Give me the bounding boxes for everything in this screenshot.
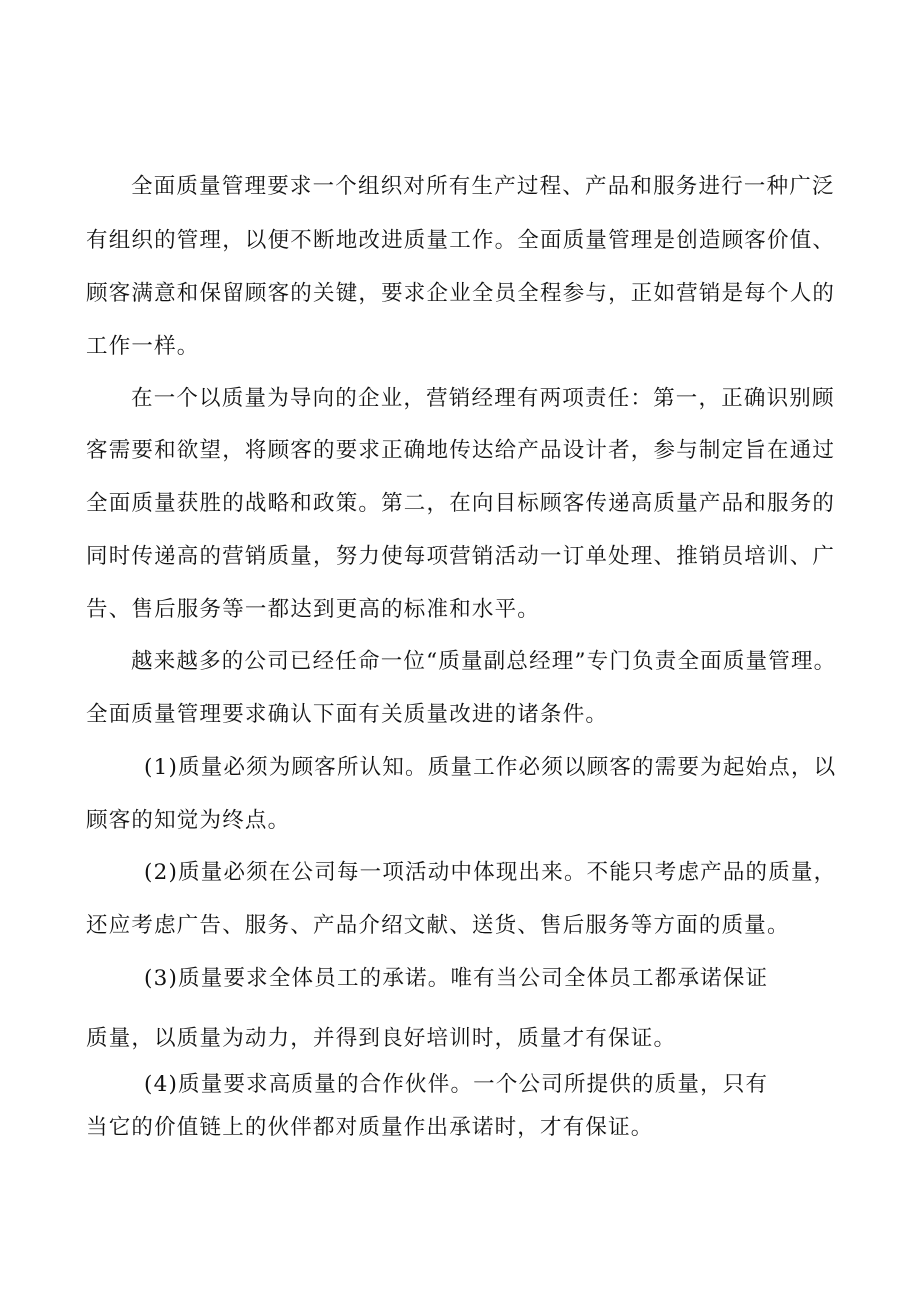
paragraph-3-line-2: 全面质量管理要求确认下面有关质量改进的诸条件。 [86, 702, 609, 727]
paragraph-2-line-3: 全面质量获胜的战略和政策。第二，在向目标顾客传递高质量产品和服务的 [86, 491, 836, 516]
condition-3-line-1: (3)质量要求全体员工的承诺。唯有当公司全体员工都承诺保证 [144, 966, 769, 991]
condition-3-line-2: 质量，以质量为动力，并得到良好培训时，质量才有保证。 [86, 1026, 677, 1051]
condition-4-line-1: (4)质量要求高质量的合作伙伴。一个公司所提供的质量，只有 [144, 1072, 769, 1097]
paragraph-1-line-1: 全面质量管理要求一个组织对所有生产过程、产品和服务进行一种广泛 [131, 174, 835, 199]
paragraph-1-line-2: 有组织的管理，以便不断地改进质量工作。全面质量管理是创造顾客价值、 [86, 228, 836, 253]
condition-2-line-2: 还应考虑广告、服务、产品介绍文献、送货、售后服务等方面的质量。 [86, 913, 790, 938]
paragraph-2-line-5: 告、售后服务等一都达到更高的标准和水平。 [86, 597, 541, 622]
paragraph-3-line-1: 越来越多的公司已经任命一位“质量副总经理”专门负责全面质量管理。 [131, 649, 837, 674]
condition-4-line-2: 当它的价值链上的伙伴都对质量作出承诺时，才有保证。 [86, 1115, 654, 1140]
condition-1-line-1: (1)质量必须为顾客所认知。质量工作必须以顾客的需要为起始点，以 [144, 755, 837, 780]
paragraph-1-line-4: 工作一样。 [86, 334, 200, 359]
paragraph-2-line-2: 客需要和欲望，将顾客的要求正确地传达给产品设计者，参与制定旨在通过 [86, 438, 836, 463]
condition-2-line-1: (2)质量必须在公司每一项活动中体现出来。不能只考虑产品的质量， [144, 860, 837, 885]
paragraph-2-line-4: 同时传递高的营销质量，努力使每项营销活动一订单处理、推销员培训、广 [86, 544, 836, 569]
paragraph-2-line-1: 在一个以质量为导向的企业，营销经理有两项责任：第一，正确识别顾 [131, 386, 835, 411]
condition-1-line-2: 顾客的知觉为终点。 [86, 808, 291, 833]
paragraph-1-line-3: 顾客满意和保留顾客的关键，要求企业全员全程参与，正如营销是每个人的 [86, 281, 836, 306]
